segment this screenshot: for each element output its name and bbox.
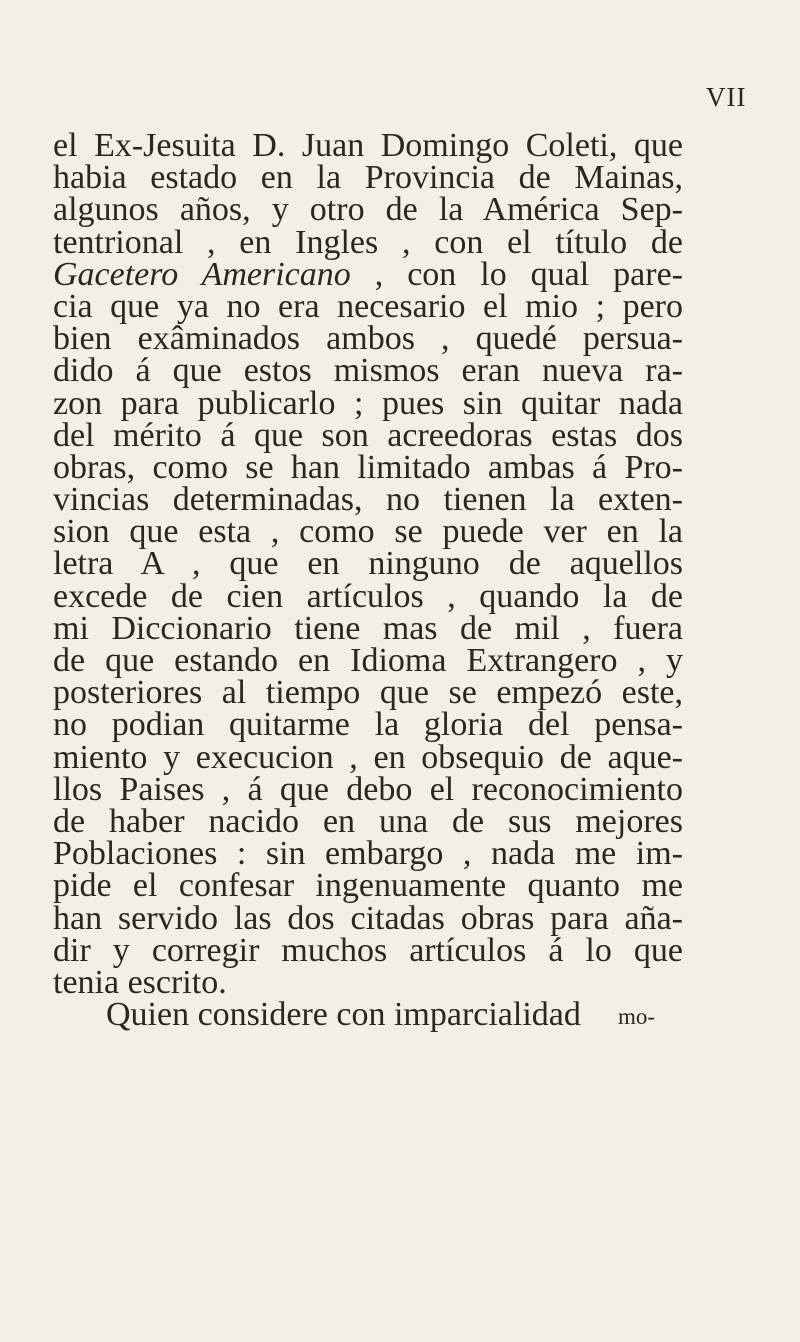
- text-line: zon para publicarlo ; pues sin quitar nada: [53, 384, 683, 422]
- text-line: Poblaciones : sin embargo , nada me im-: [53, 835, 683, 873]
- text-line: habia estado en la Provincia de Mainas,: [53, 159, 683, 197]
- text-line: posteriores al tiempo que se empezó este,: [53, 674, 683, 712]
- text-line: bien exâminados ambos , quedé persua-: [53, 320, 683, 358]
- text-line: letra A , que en ninguno de aquellos: [53, 545, 683, 583]
- text-line: de que estando en Idioma Extrangero , y: [53, 642, 683, 679]
- text-line: dir y corregir muchos artículos á lo que: [53, 931, 683, 969]
- italic-title: Gacetero Americano: [53, 255, 351, 293]
- text-line: el Ex-Jesuita D. Juan Domingo Coleti, que: [53, 127, 683, 164]
- text-line: de haber nacido en una de sus mejores: [53, 802, 683, 840]
- text-line: sion que esta , como se puede ver en la: [53, 513, 683, 551]
- text-line: dido á que estos mismos eran nueva ra-: [53, 352, 683, 390]
- paragraph-start-line: Quien considere con imparcialidad: [106, 996, 581, 1034]
- text-line: pide el confesar ingenuamente quanto me: [53, 867, 683, 905]
- catchword: mo-: [618, 1004, 656, 1029]
- text-line: vincias determinadas, no tienen la exten-: [53, 481, 683, 519]
- body-text: [53, 127, 683, 1034]
- text-line: [53, 255, 683, 293]
- text-line: miento y execucion , en obsequio de aque-: [53, 738, 683, 776]
- text-span: , con lo qual pare-: [350, 255, 683, 293]
- text-line: mi Diccionario tiene mas de mil , fuera: [53, 609, 683, 647]
- text-line: tenia escrito.: [53, 963, 227, 1001]
- text-line: cia que ya no era necesario el mio ; pero: [53, 287, 683, 325]
- page-number: VII: [706, 82, 747, 112]
- text-line: han servido las dos citadas obras para aña-: [53, 899, 683, 937]
- text-line: excede de cien artículos , quando la de: [53, 577, 683, 615]
- text-line: llos Paises , á que debo el reconocimiento: [53, 770, 683, 808]
- text-line: tentrional , en Ingles , con el título de: [53, 223, 683, 261]
- text-line: del mérito á que son acreedoras estas dos: [53, 416, 683, 454]
- text-line: algunos años, y otro de la América Sep-: [53, 191, 683, 229]
- text-line: no podian quitarme la gloria del pensa-: [53, 706, 683, 744]
- text-line: obras, como se han limitado ambas á Pro-: [53, 448, 683, 486]
